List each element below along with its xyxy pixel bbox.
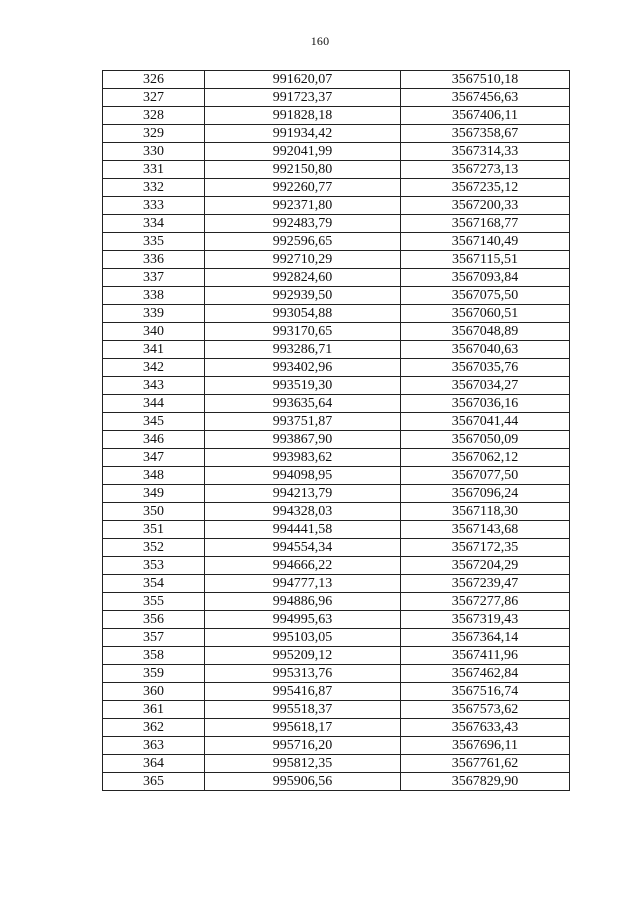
y-coordinate-cell: 3567168,77: [401, 215, 570, 233]
table-row: [103, 701, 570, 719]
y-coordinate-cell: 3567411,96: [401, 647, 570, 665]
point-number-cell: 357: [103, 629, 205, 647]
coordinates-table: [102, 70, 570, 791]
x-coordinate-cell: 994328,03: [205, 503, 401, 521]
point-number-cell: 356: [103, 611, 205, 629]
table-row: [103, 89, 570, 107]
table-row: [103, 215, 570, 233]
x-coordinate-cell: 993983,62: [205, 449, 401, 467]
point-number-cell: 339: [103, 305, 205, 323]
point-number-cell: 353: [103, 557, 205, 575]
point-number-cell: 346: [103, 431, 205, 449]
table-row: [103, 413, 570, 431]
table-row: [103, 377, 570, 395]
point-number-cell: 329: [103, 125, 205, 143]
y-coordinate-cell: 3567462,84: [401, 665, 570, 683]
x-coordinate-cell: 993751,87: [205, 413, 401, 431]
table-row: [103, 233, 570, 251]
page-number: 160: [310, 34, 330, 48]
x-coordinate-cell: 992483,79: [205, 215, 401, 233]
x-coordinate-cell: 995416,87: [205, 683, 401, 701]
point-number-cell: 326: [103, 71, 205, 89]
table-row: [103, 305, 570, 323]
point-number-cell: 361: [103, 701, 205, 719]
y-coordinate-cell: 3567633,43: [401, 719, 570, 737]
point-number-cell: 355: [103, 593, 205, 611]
y-coordinate-cell: 3567040,63: [401, 341, 570, 359]
point-number-cell: 327: [103, 89, 205, 107]
x-coordinate-cell: 992939,50: [205, 287, 401, 305]
x-coordinate-cell: 995313,76: [205, 665, 401, 683]
point-number-cell: 348: [103, 467, 205, 485]
x-coordinate-cell: 995103,05: [205, 629, 401, 647]
y-coordinate-cell: 3567096,24: [401, 485, 570, 503]
point-number-cell: 336: [103, 251, 205, 269]
x-coordinate-cell: 993170,65: [205, 323, 401, 341]
point-number-cell: 354: [103, 575, 205, 593]
point-number-cell: 330: [103, 143, 205, 161]
x-coordinate-cell: 995518,37: [205, 701, 401, 719]
y-coordinate-cell: 3567115,51: [401, 251, 570, 269]
y-coordinate-cell: 3567364,14: [401, 629, 570, 647]
x-coordinate-cell: 993519,30: [205, 377, 401, 395]
point-number-cell: 364: [103, 755, 205, 773]
x-coordinate-cell: 995812,35: [205, 755, 401, 773]
table-row: [103, 557, 570, 575]
x-coordinate-cell: 991828,18: [205, 107, 401, 125]
y-coordinate-cell: 3567273,13: [401, 161, 570, 179]
x-coordinate-cell: 994098,95: [205, 467, 401, 485]
y-coordinate-cell: 3567172,35: [401, 539, 570, 557]
x-coordinate-cell: 994777,13: [205, 575, 401, 593]
table-row: [103, 647, 570, 665]
point-number-cell: 334: [103, 215, 205, 233]
x-coordinate-cell: 991723,37: [205, 89, 401, 107]
point-number-cell: 350: [103, 503, 205, 521]
point-number-cell: 363: [103, 737, 205, 755]
x-coordinate-cell: 992150,80: [205, 161, 401, 179]
table-row: [103, 755, 570, 773]
y-coordinate-cell: 3567510,18: [401, 71, 570, 89]
table-row: [103, 629, 570, 647]
table-row: [103, 125, 570, 143]
point-number-cell: 344: [103, 395, 205, 413]
y-coordinate-cell: 3567200,33: [401, 197, 570, 215]
point-number-cell: 351: [103, 521, 205, 539]
point-number-cell: 337: [103, 269, 205, 287]
y-coordinate-cell: 3567140,49: [401, 233, 570, 251]
y-coordinate-cell: 3567048,89: [401, 323, 570, 341]
table-row: [103, 431, 570, 449]
point-number-cell: 332: [103, 179, 205, 197]
y-coordinate-cell: 3567456,63: [401, 89, 570, 107]
y-coordinate-cell: 3567319,43: [401, 611, 570, 629]
point-number-cell: 360: [103, 683, 205, 701]
y-coordinate-cell: 3567761,62: [401, 755, 570, 773]
table-row: [103, 683, 570, 701]
table-row: [103, 773, 570, 791]
x-coordinate-cell: 992371,80: [205, 197, 401, 215]
y-coordinate-cell: 3567060,51: [401, 305, 570, 323]
table-row: [103, 323, 570, 341]
table-row: [103, 665, 570, 683]
x-coordinate-cell: 994666,22: [205, 557, 401, 575]
x-coordinate-cell: 992260,77: [205, 179, 401, 197]
x-coordinate-cell: 993402,96: [205, 359, 401, 377]
x-coordinate-cell: 994886,96: [205, 593, 401, 611]
table-row: [103, 143, 570, 161]
table-row: [103, 341, 570, 359]
table-row: [103, 737, 570, 755]
y-coordinate-cell: 3567041,44: [401, 413, 570, 431]
x-coordinate-cell: 995209,12: [205, 647, 401, 665]
x-coordinate-cell: 994213,79: [205, 485, 401, 503]
x-coordinate-cell: 992041,99: [205, 143, 401, 161]
table-row: [103, 575, 570, 593]
y-coordinate-cell: 3567239,47: [401, 575, 570, 593]
x-coordinate-cell: 994995,63: [205, 611, 401, 629]
point-number-cell: 341: [103, 341, 205, 359]
table-row: [103, 719, 570, 737]
point-number-cell: 365: [103, 773, 205, 791]
point-number-cell: 343: [103, 377, 205, 395]
table-row: [103, 449, 570, 467]
point-number-cell: 331: [103, 161, 205, 179]
y-coordinate-cell: 3567406,11: [401, 107, 570, 125]
coordinates-table-body: [103, 71, 570, 791]
x-coordinate-cell: 993286,71: [205, 341, 401, 359]
table-row: [103, 71, 570, 89]
x-coordinate-cell: 993054,88: [205, 305, 401, 323]
x-coordinate-cell: 995716,20: [205, 737, 401, 755]
point-number-cell: 352: [103, 539, 205, 557]
table-row: [103, 287, 570, 305]
y-coordinate-cell: 3567093,84: [401, 269, 570, 287]
point-number-cell: 342: [103, 359, 205, 377]
table-row: [103, 467, 570, 485]
table-row: [103, 269, 570, 287]
y-coordinate-cell: 3567204,29: [401, 557, 570, 575]
y-coordinate-cell: 3567118,30: [401, 503, 570, 521]
y-coordinate-cell: 3567573,62: [401, 701, 570, 719]
x-coordinate-cell: 993867,90: [205, 431, 401, 449]
y-coordinate-cell: 3567516,74: [401, 683, 570, 701]
x-coordinate-cell: 991620,07: [205, 71, 401, 89]
table-row: [103, 197, 570, 215]
y-coordinate-cell: 3567143,68: [401, 521, 570, 539]
point-number-cell: 347: [103, 449, 205, 467]
table-row: [103, 521, 570, 539]
x-coordinate-cell: 993635,64: [205, 395, 401, 413]
x-coordinate-cell: 991934,42: [205, 125, 401, 143]
point-number-cell: 340: [103, 323, 205, 341]
y-coordinate-cell: 3567829,90: [401, 773, 570, 791]
point-number-cell: 359: [103, 665, 205, 683]
x-coordinate-cell: 995906,56: [205, 773, 401, 791]
table-row: [103, 395, 570, 413]
y-coordinate-cell: 3567314,33: [401, 143, 570, 161]
table-row: [103, 251, 570, 269]
y-coordinate-cell: 3567077,50: [401, 467, 570, 485]
y-coordinate-cell: 3567075,50: [401, 287, 570, 305]
point-number-cell: 362: [103, 719, 205, 737]
point-number-cell: 349: [103, 485, 205, 503]
y-coordinate-cell: 3567062,12: [401, 449, 570, 467]
point-number-cell: 333: [103, 197, 205, 215]
x-coordinate-cell: 994554,34: [205, 539, 401, 557]
point-number-cell: 345: [103, 413, 205, 431]
y-coordinate-cell: 3567235,12: [401, 179, 570, 197]
x-coordinate-cell: 992710,29: [205, 251, 401, 269]
table-row: [103, 179, 570, 197]
table-row: [103, 593, 570, 611]
table-row: [103, 485, 570, 503]
y-coordinate-cell: 3567696,11: [401, 737, 570, 755]
table-row: [103, 503, 570, 521]
y-coordinate-cell: 3567034,27: [401, 377, 570, 395]
x-coordinate-cell: 994441,58: [205, 521, 401, 539]
x-coordinate-cell: 995618,17: [205, 719, 401, 737]
point-number-cell: 358: [103, 647, 205, 665]
y-coordinate-cell: 3567036,16: [401, 395, 570, 413]
x-coordinate-cell: 992824,60: [205, 269, 401, 287]
x-coordinate-cell: 992596,65: [205, 233, 401, 251]
table-row: [103, 107, 570, 125]
point-number-cell: 335: [103, 233, 205, 251]
y-coordinate-cell: 3567035,76: [401, 359, 570, 377]
y-coordinate-cell: 3567358,67: [401, 125, 570, 143]
table-row: [103, 359, 570, 377]
point-number-cell: 338: [103, 287, 205, 305]
table-row: [103, 539, 570, 557]
y-coordinate-cell: 3567050,09: [401, 431, 570, 449]
y-coordinate-cell: 3567277,86: [401, 593, 570, 611]
table-row: [103, 161, 570, 179]
point-number-cell: 328: [103, 107, 205, 125]
table-row: [103, 611, 570, 629]
